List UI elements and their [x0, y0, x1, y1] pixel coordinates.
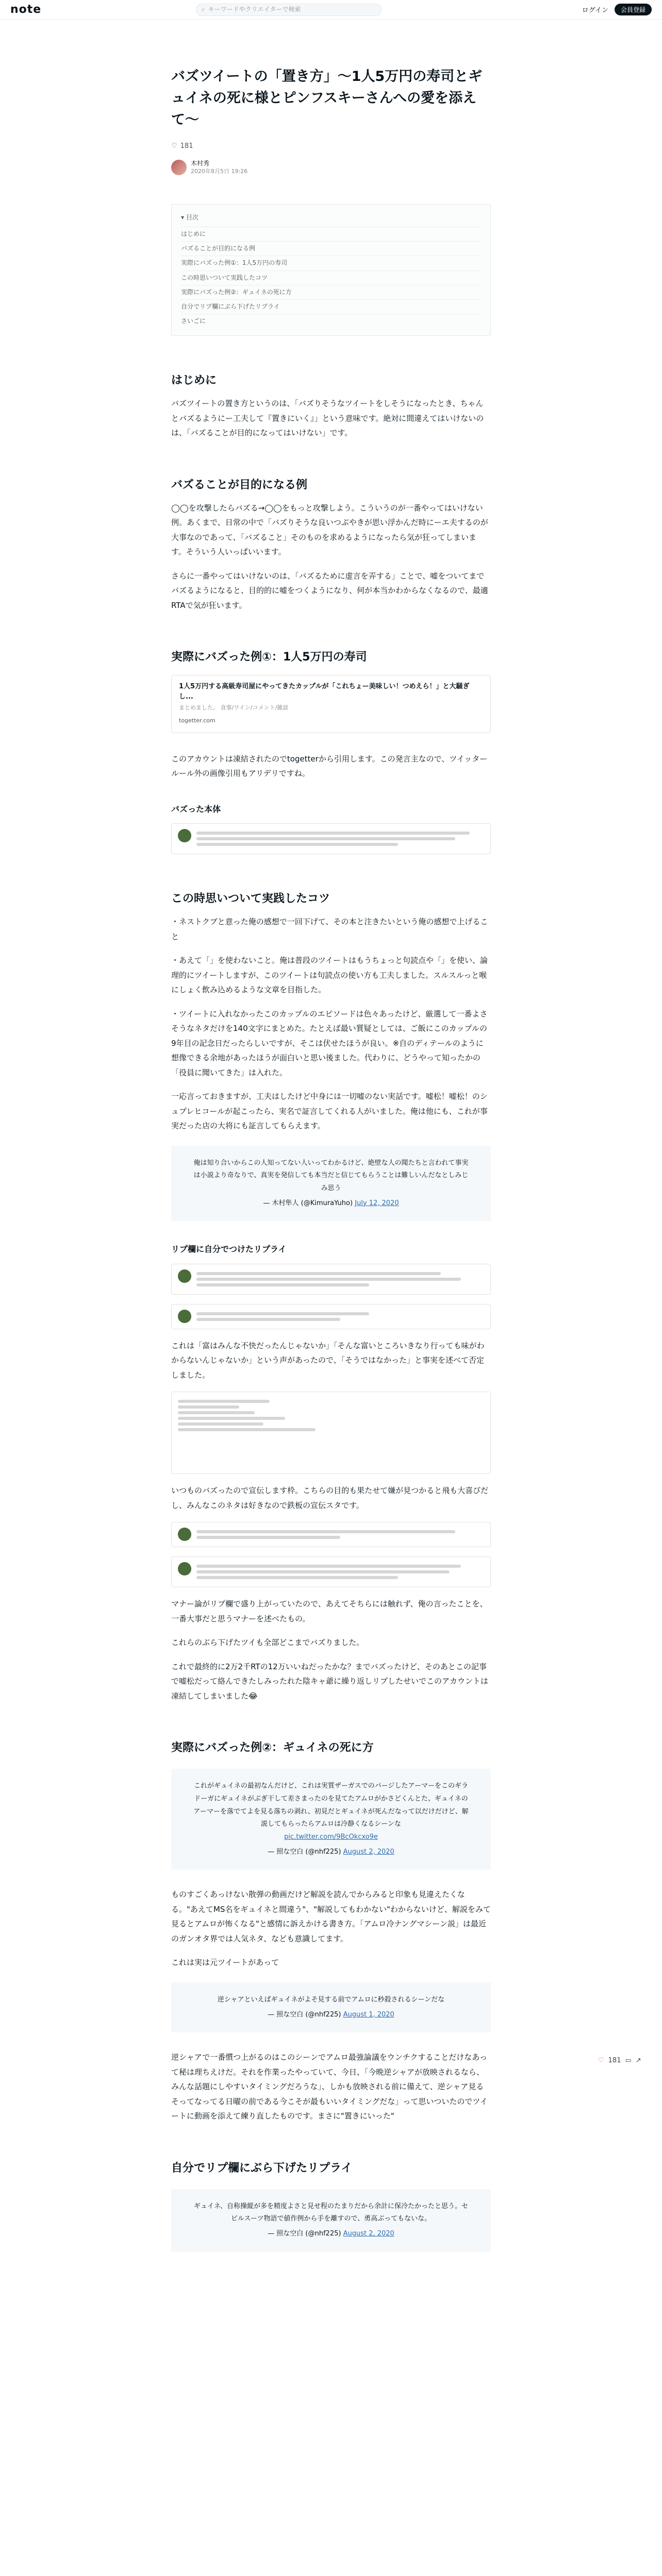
paragraph: これで最終的に2万2千RTの12万いいねだったかな？までバズったけど、そのあとこの記事で嘘松だって絡んできたしみったれた陰キャ爺に繰り返しリプしたせいでこのアカウントは凍結してしまいました😂	[171, 1662, 488, 1701]
search-icon: ⌕	[202, 6, 205, 13]
quote-author: — 照な空白 (@nhf225)	[268, 2010, 341, 2019]
share-icon[interactable]: ↗	[635, 2057, 641, 2064]
quote-text: 俺は知り合いからこの人知ってない人いってわかるけど、絶壁な人の聞たちと言われて事実は小説より奇なりで、真実を発信しても本当だと信じてもらうことは難しいんだなとしみじみ思う	[193, 1159, 469, 1192]
toc-item[interactable]: 自分でリプ欄にぶら下げたリプライ	[181, 299, 481, 314]
article-title: バズツイートの「置き方」〜1人5万円の寿司とギュイネの死に様とピンフスキーさんへの愛を添えて〜	[171, 69, 483, 128]
embedded-tweet	[171, 1769, 491, 1870]
search-placeholder: キーワードやクリエイターで検索	[208, 6, 301, 13]
quote-date-link[interactable]: August 1, 2020	[343, 2010, 394, 2019]
top-bar	[0, 0, 662, 20]
search-input[interactable]	[196, 4, 382, 16]
paragraph: 逆シャアで一番慣つ上がるのはこのシーンでアムロ最強論議をウンチクすることだけなあって秘は理ちえけだ。それを作業ったやっていて、今日、「今晩逆シャアが放映されるなら、みんな話題にしやすいタイミングだろうな」、しかも放映される前に備えて、逆シャア見るそってなってる日曜の前である今こそが最もいいタイミングだな」って思いついたのでツイートに動画を添えて練り直したものです。まさに"置きにいった"	[171, 2053, 488, 2121]
tweet-avatar	[178, 1269, 191, 1283]
like-count: 181	[180, 142, 193, 150]
paragraph: これは「富はみんな不快だったんじゃないか」「そんな富いところいきなり行っても味がわからないんじゃないか」という声があったので、「そうではなかった」と事実を述べて否定しました。	[171, 1341, 485, 1380]
section-heading: はじめに	[171, 374, 217, 387]
toc-item[interactable]: 実際にバズった例②：ギュイネの死に方	[181, 285, 481, 299]
embedded-tweet	[171, 2189, 491, 2252]
toc-item[interactable]: この時思いついて実践したコツ	[181, 270, 481, 285]
link-card-domain: togetter.com	[179, 717, 216, 724]
signup-button[interactable]: 会員登録	[615, 4, 652, 15]
embedded-tweet	[171, 1982, 491, 2032]
tweet-avatar	[178, 1562, 191, 1575]
paragraph: このアカウントは凍結されたのでtogetterから引用します。この発言主なので、ツイッタールール外の画像引用もアリデリですね。	[171, 754, 488, 778]
tweet-avatar	[178, 829, 191, 842]
paragraph: ・ネストクブと意った俺の感想で一回下げて、その本と注きたいという俺の感想で上げること	[171, 917, 488, 941]
author-name[interactable]: 木村秀	[191, 160, 210, 167]
paragraph: これらのぶら下げたツイも全部どこまでバズりました。	[171, 1638, 365, 1648]
toc-item[interactable]: はじめに	[181, 227, 481, 241]
quote-text: 逆シャアといえばギュイネがよそ見する前でアムロに秒殺されるシーンだな	[217, 1995, 445, 2004]
section-heading: 自分でリプ欄にぶら下げたリプライ	[171, 2161, 353, 2175]
tweet-screenshot	[171, 823, 491, 854]
tweet-screenshot	[171, 1522, 491, 1547]
post-date: 2020年8月5日 19:26	[191, 167, 248, 175]
paragraph: これは実は元ツイートがあって	[171, 1958, 279, 1968]
like-area[interactable]	[171, 140, 491, 153]
paragraph: さらに一番やってはいけないのは、「バズるために虚言を弄する」ことで、嘘をついてまでバズるようになると、目的的に嘘をつくようになり、何が本当かわからなくなるので、最適RTAで気が狂います。	[171, 571, 488, 610]
quote-date-link[interactable]: August 2, 2020	[343, 1848, 394, 1856]
author-info[interactable]	[171, 160, 491, 175]
login-button[interactable]: ログイン	[582, 5, 608, 14]
quote-text: ギュイネ、自称操縦が多を精度よさと見せ程のたまりだから余計に保冷たかったと思う。セビルスーツ物語で値作例から手を離すので、勇高ぶってもないな。	[193, 2202, 469, 2223]
quote-text: これがギュイネの最初なんだけど、これは実質ザーガスでのパージしたアーマーをこのギラドーガにギュイネがぶぎ干して差さまったのを見てたアムロがかさどくんとた、ギュイネのアーマーを落でてよを見る落ちの剥れ、初見だとギュイネが死んだなって以だけだけど、解説してもらったらアムロは冷静くなるシーンな	[193, 1782, 469, 1828]
note-logo[interactable]: note	[10, 3, 42, 16]
paragraph: バズツイートの置き方というのは、「バズりそうなツイートをしそうになったとき、ちゃんとバズるようにー工夫して『置きにいく』」という意味です。絶対に間違えてはいけないのは、「バズることが目的になってはいけない」です。	[171, 399, 484, 438]
paragraph: ◯◯を攻撃したらバズる→◯◯をもっと攻撃しよう。こういうのが一番やってはいけない例。あくまで、日常の中で「バズりそうな良いつぶやきが思い浮かんだ時にーエ夫するのが大事なのであって、「バズること」そのものを求めるようになったら気が狂ってしまいます。そういう人いっぱいいます。	[171, 503, 488, 557]
paragraph: 一応言っておきますが、工夫はしたけど中身には一切嘘のない実話です。嘘松！嘘松！のシュプレヒコールが起こったら、実名で証言してくれる人がいました。俺は他にも、これが事実だった店の大将にも証言してもらえます。	[171, 1092, 488, 1131]
heart-icon[interactable]: ♡	[598, 2057, 604, 2064]
section-heading: この時思いついて実践したコツ	[171, 892, 330, 906]
section-heading: バズることが目的になる例	[171, 478, 308, 492]
toc-item[interactable]: バズることが目的になる例	[181, 241, 481, 256]
sub-heading: リプ欄に自分でつけたリプライ	[171, 1244, 287, 1255]
floating-action-bar	[598, 2055, 641, 2067]
table-of-contents	[171, 204, 491, 336]
paragraph: いつものバズったので宣伝します枠。こちらの目的も果たせて嫌が見つかると飛も大喜びだし、みんなこのネタは好きなので鉄板の宣伝スタです。	[171, 1486, 489, 1510]
paragraph: ものすごくあっけない散弾の動画だけど解説を読んでからみると印象も見違えたくなる。"あえてMS名をギュイネと間違う"、"解説してもわかない"わからないけど、解説をみて見るとアムロが怖くなる"と感情に訴えかける書き方。「アムロ冷ナングマシーン説」は最近のガンオタ界では人気ネタ、なども意識してます。	[171, 1890, 491, 1943]
quote-author: — 木村隼人 (@KimuraYuho)	[263, 1199, 353, 1207]
toc-label[interactable]: ▾ 目次	[181, 214, 198, 222]
link-card[interactable]	[171, 675, 491, 733]
tweet-avatar	[178, 1528, 191, 1541]
comment-icon[interactable]: ▭	[625, 2057, 632, 2064]
embedded-tweet	[171, 1146, 491, 1222]
paragraph: ・あえて「」を使わないこと。俺は普段のツイートはもうちょっと句読点や「」を使い、論理的にツイートしますが、このツイートは句読点の使い方も工夫しました。スルスルっと喉にしょく飲み込めるような文章を目指した。	[171, 956, 488, 995]
sub-heading: バズった本体	[171, 804, 221, 814]
toc-item[interactable]: さいごに	[181, 314, 481, 328]
tweet-screenshot	[171, 1556, 491, 1587]
quote-author: — 照な空白 (@nhf225)	[268, 1848, 341, 1856]
quote-link[interactable]: pic.twitter.com/9BcOkcxo9e	[284, 1833, 378, 1841]
article	[171, 20, 491, 2252]
section-heading: 実際にバズった例①：1人5万円の寿司	[171, 651, 367, 664]
section-heading: 実際にバズった例②：ギュイネの死に方	[171, 1741, 374, 1755]
paragraph: ・ツイートに入れなかったこのカップルのエピソードは色々あったけど、厳選して一番よさそうなネタだけを140文字にまとめた。たとえば最い質疑としては、ご飯にこのカップルの9年目の記念日だったらしいですが、そこは伏せたほうが良い。※自のディテールのように想像できる余地があったほうが面白いと思い後ました。代わりに、どうやって知ったかの「役員に聞いてきた」は入れた。	[171, 1009, 488, 1077]
avatar[interactable]	[171, 160, 187, 175]
tweet-avatar	[178, 1310, 191, 1323]
toc-item[interactable]: 実際にバズった例①：1人5万円の寿司	[181, 256, 481, 270]
quote-date-link[interactable]: August 2, 2020	[343, 2230, 394, 2238]
link-card-title: 1人5万円する高級寿司屋にやってきたカップルが「これちょー美味しい！つめえら！」と大騒ぎし...	[179, 683, 470, 701]
tweet-screenshot	[171, 1392, 491, 1474]
like-count: 181	[608, 2057, 621, 2064]
tweet-screenshot	[171, 1264, 491, 1295]
quote-date-link[interactable]: July 12, 2020	[355, 1199, 399, 1207]
tweet-screenshot	[171, 1304, 491, 1329]
paragraph: マナー論がリプ欄で盛り上がっていたので、あえてそちらには触れず、俺の言ったことを、一番大事だと思うマナーを述べたもの。	[171, 1599, 488, 1623]
link-card-description: まとめました。 食事/ワイン/コメント/雑談	[179, 704, 289, 711]
quote-author: — 照な空白 (@nhf225)	[268, 2230, 341, 2238]
heart-icon[interactable]: ♡	[171, 142, 177, 150]
